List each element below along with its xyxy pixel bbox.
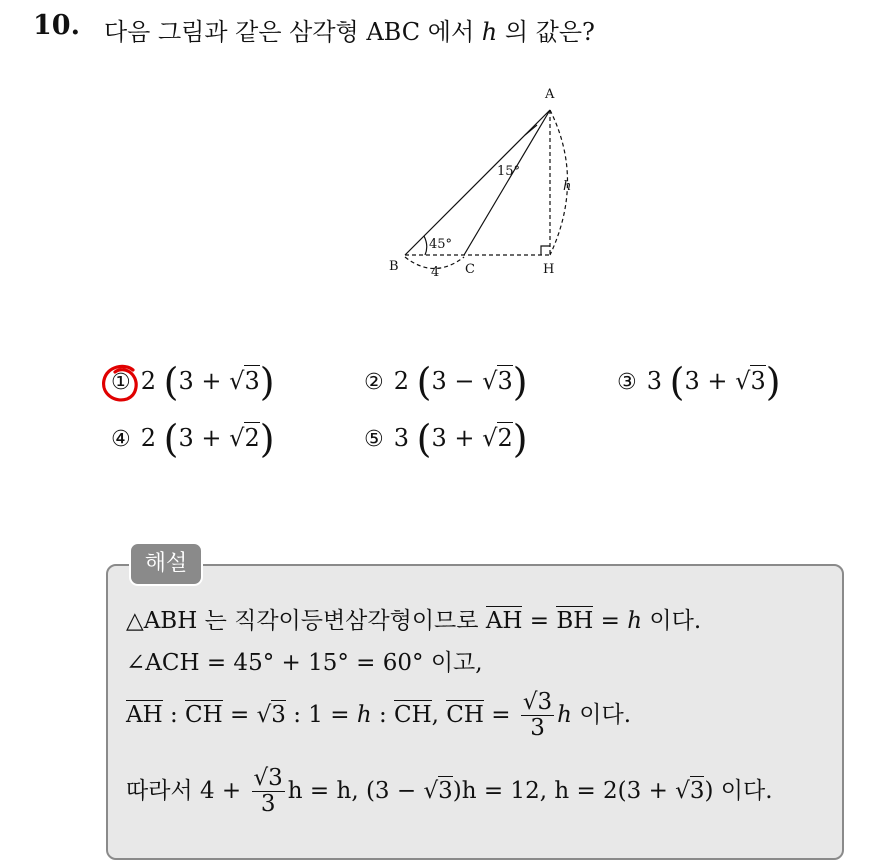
- choice-expression: 2 (3 + √2): [140, 417, 275, 461]
- choice-number: ①: [111, 369, 131, 395]
- choice-2[interactable]: [364, 360, 528, 404]
- choice-expression: 2 (3 − √3): [393, 360, 528, 404]
- right-angle-mark: [541, 246, 550, 255]
- label-15: 15°: [497, 164, 521, 179]
- solution-line-1: △ABH 는 직각이등변삼각형이므로 AH = BH = h 이다.: [126, 608, 702, 634]
- choice-3[interactable]: [617, 360, 781, 404]
- solution-line-3: AH : CH = √3 : 1 = h : CH, CH = $\frac{√3}{3}$ h 이다.: [126, 689, 632, 742]
- solution-line-2: ∠ACH = 45° + 15° = 60° 이고,: [126, 650, 483, 676]
- choice-number: ④: [111, 426, 131, 452]
- selection-circle-mark: [99, 362, 143, 406]
- label-4: 4: [431, 265, 440, 280]
- arc-15: [525, 125, 537, 135]
- question-number: 10.: [33, 10, 80, 41]
- label-side-h: h: [563, 179, 572, 194]
- choice-expression: 2 (3 + √3): [140, 360, 275, 404]
- choice-expression: 3 (3 + √3): [646, 360, 781, 404]
- choice-expression: 3 (3 + √2): [393, 417, 528, 461]
- label-b: B: [389, 259, 399, 274]
- choice-number: ⑤: [364, 426, 384, 452]
- label-h: H: [543, 262, 555, 277]
- label-a: A: [545, 87, 555, 102]
- choice-5[interactable]: [364, 417, 528, 461]
- triangle-figure: [380, 80, 610, 290]
- solution-tag: 해설: [129, 542, 203, 586]
- label-c: C: [465, 262, 475, 277]
- label-45: 45°: [429, 237, 453, 252]
- choice-number: ②: [364, 369, 384, 395]
- arc-45: [424, 236, 427, 255]
- choice-4[interactable]: [111, 417, 275, 461]
- solution-line-4: 따라서 4 + $\frac{√3}{3}$ h = h, (3 − √3)h = 12, h = 2(3 + √3) 이다.: [126, 765, 773, 818]
- choice-number: ③: [617, 369, 637, 395]
- question-text: 다음 그림과 같은 삼각형 ABC 에서 h 의 값은?: [104, 18, 595, 46]
